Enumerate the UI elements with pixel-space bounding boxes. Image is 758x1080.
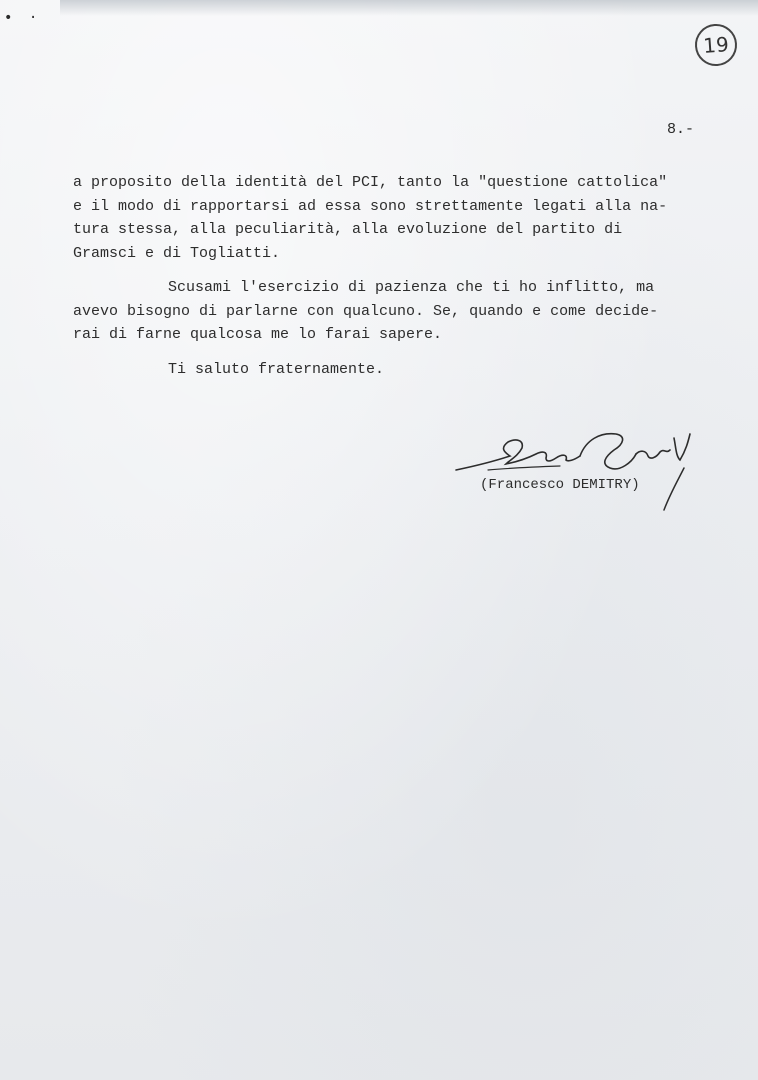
paragraph-1-line-4: Gramsci e di Togliatti. [73, 244, 281, 262]
paragraph-2-line-1: Scusami l'esercizio di pazienza che ti ho inflitto, ma [168, 279, 655, 296]
paragraph-2 [73, 276, 713, 347]
page-number: 8.- [667, 121, 695, 138]
signature-block [450, 420, 710, 520]
typed-signature-name: (Francesco DEMITRY) [480, 477, 640, 493]
paragraph-1 [73, 171, 713, 265]
folio-stamp-number: 19 [702, 32, 730, 58]
paragraph-gap [73, 347, 713, 358]
paragraph-1-line-3: tura stessa, alla peculiarità, alla evoluzione del partito di [73, 221, 623, 238]
paragraph-1-line-1: a proposito della identità del PCI, tanto la "questione cattolica" [73, 174, 668, 191]
corner-marks: • · [4, 10, 42, 26]
paragraph-2-line-2: avevo bisogno di parlarne con qualcuno. Se, quando e come decide- [73, 302, 659, 320]
paragraph-gap [73, 265, 713, 276]
paragraph-1-line-2: e il modo di rapportarsi ad essa sono strettamente legati alla na- [73, 197, 668, 215]
paragraph-3 [73, 358, 713, 382]
scan-edge-shadow [60, 0, 758, 16]
signature-stroke-mark [658, 464, 688, 516]
paragraph-2-line-3: rai di farne qualcosa me lo farai sapere. [73, 326, 443, 343]
closing-line: Ti saluto fraternamente. [168, 360, 385, 378]
letter-body [73, 171, 713, 381]
folio-stamp [694, 23, 739, 68]
